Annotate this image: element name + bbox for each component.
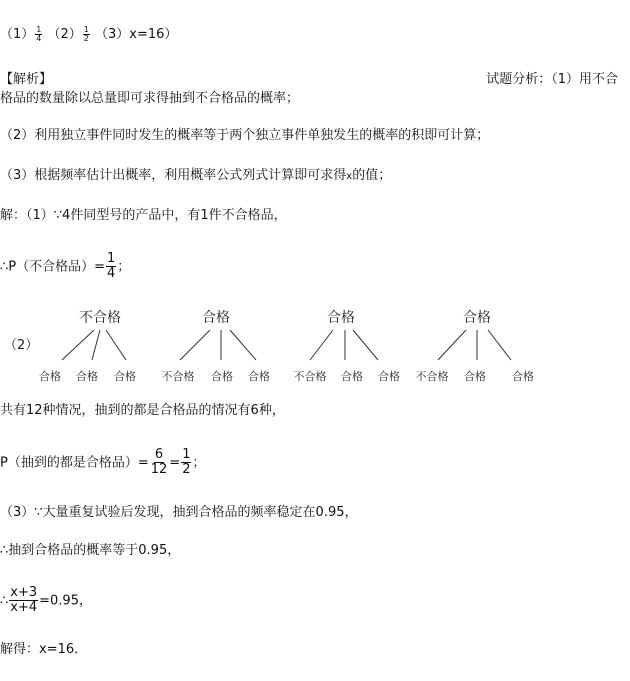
variable-x: x: [346, 171, 353, 182]
probability-fraction: $\frac{1}{4}$: [107, 251, 116, 282]
tree-leaf: 不合格: [415, 370, 449, 383]
solution-step-1: 解：（1）∵4件同型号的产品中，有1件不合格品，: [0, 208, 287, 223]
tree-leaf: 合格: [248, 370, 270, 383]
analysis-line-2: （2）利用独立事件同时发生的概率等于两个独立事件单独发生的概率的积即可计算；: [0, 128, 490, 143]
tree-diagram: [0, 300, 630, 390]
tree-leaf: 合格: [341, 370, 363, 383]
solution-step-3: 共有12种情况，抽到的都是合格品的情况有6种，: [0, 403, 285, 418]
solution-step-4: P（抽到的都是合格品）= $\frac{6}{12}$ = $\frac{1}{2}$ ；: [0, 447, 206, 478]
tree-leaf: 不合格: [293, 370, 327, 383]
analysis-line-1: 格品的数量除以总量即可求得抽到不合格品的概率；: [0, 91, 300, 106]
tree-leaf: 合格: [211, 370, 233, 383]
tree-leaf: 合格: [76, 370, 98, 383]
tree-root-4: 合格: [463, 310, 491, 326]
analysis-intro: 试题分析：（1）用不合: [486, 72, 618, 87]
answer-fraction-1: $\frac{1}{4}$: [36, 25, 42, 43]
tree-leaf: 合格: [39, 370, 61, 383]
answer-part3: （3）x=16）: [95, 27, 178, 42]
tree-label: （2）: [4, 338, 39, 353]
analysis-line-3: （3）根据频率估计出概率，利用概率公式列式计算即可求得x的值；: [0, 168, 392, 183]
solution-step-6: ∴抽到合格品的概率等于0.95，: [0, 543, 181, 558]
answer-line: [0, 26, 177, 44]
tree-leaf: 合格: [512, 370, 534, 383]
solution-final: 解得：x=16．: [0, 642, 88, 657]
tree-root-1: 不合格: [79, 310, 121, 326]
solution-step-2: ∴P（不合格品）= $\frac{1}{4}$ ；: [0, 251, 131, 282]
tree-leaf: 合格: [378, 370, 400, 383]
tree-leaf: 合格: [114, 370, 136, 383]
solution-step-7: ∴ $\frac{x+3}{x+4}$ =0.95，: [0, 585, 92, 616]
tree-leaf: 不合格: [161, 370, 195, 383]
analysis-heading: 【解析】: [0, 72, 53, 87]
tree-root-3: 合格: [327, 310, 355, 326]
answer-part1: （1）: [0, 27, 35, 42]
answer-fraction-2: $\frac{1}{2}$: [83, 25, 89, 43]
answer-part2: （2）: [47, 27, 82, 42]
solution-step-5: （3）∵大量重复试验后发现，抽到合格品的频率稳定在0.95，: [0, 505, 358, 520]
equation-fraction: $\frac{x+3}{x+4}$: [10, 585, 38, 616]
tree-root-2: 合格: [202, 310, 230, 326]
fraction-6-12: $\frac{6}{12}$: [150, 447, 168, 478]
tree-leaf: 合格: [464, 370, 486, 383]
fraction-1-2: $\frac{1}{2}$: [182, 447, 191, 478]
